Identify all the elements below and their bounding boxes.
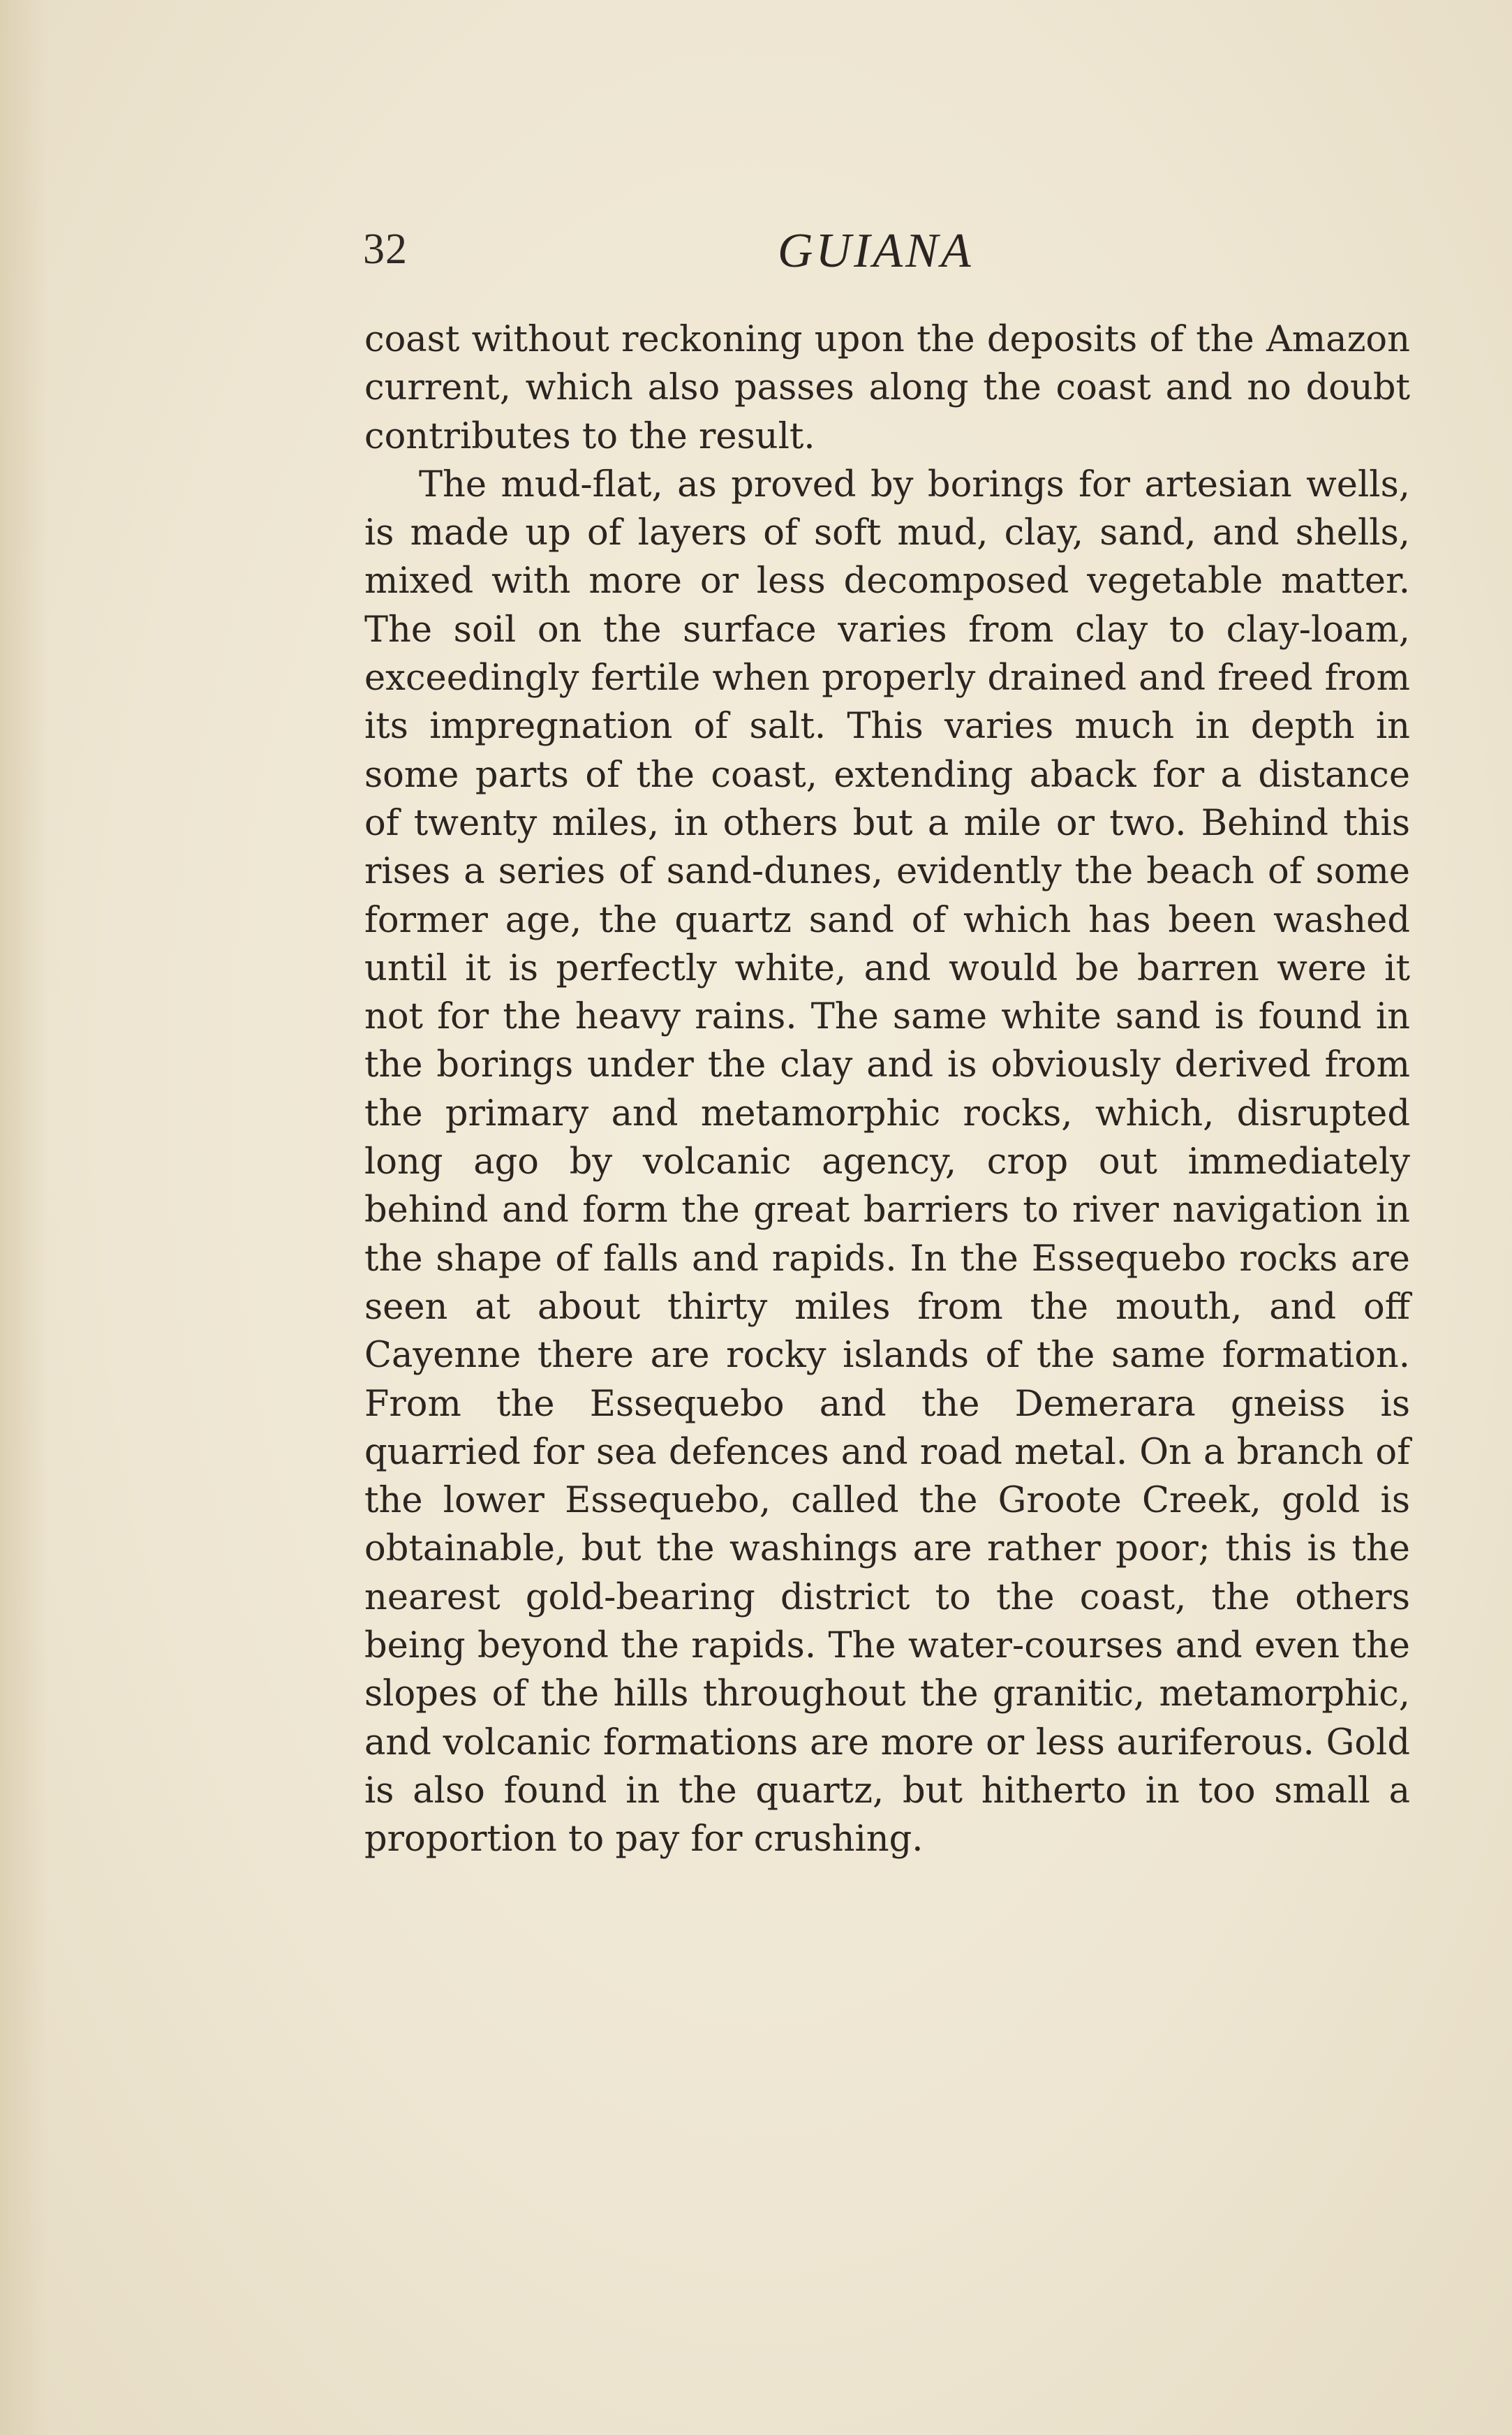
body-text <box>364 316 1410 1864</box>
paragraph-1: coast without reckoning upon the deposits of the Amazon current, which also passes along the coast and no doubt contributes to the result. <box>364 319 1410 457</box>
running-title: GUIANA <box>778 224 974 278</box>
page-number: 32 <box>363 225 408 273</box>
paragraph-2: The mud-flat, as proved by borings for artesian wells, is made up of layers of soft mud, clay, sand, and shells, mixed with more or less decomposed vegetable matter. The soil on the surface varies from clay to clay-loam, exceedingly fertile when properly drained and freed from its impregnation of salt. This varies much in depth in some parts of the coast, extending aback for a distance of twenty miles, in others but a mile or two. Behind this rises a series of sand-dunes, evidently the beach of some former age, the quartz sand of which has been washed until it is perfectly white, and would be barren were it not for the heavy rains. The same white sand is found in the borings under the clay and is obviously derived from the primary and metamorphic rocks, which, disrupted long ago by volcanic agency, crop out immediately behind and form the great barriers to river navigation in the shape of falls and rapids. In the Essequebo rocks are seen at about thirty miles from the mouth, and off Cayenne there are rocky islands of the same formation. From the Essequebo and the Demerara gneiss is quarried for sea defences and road metal. On a branch of the lower Essequebo, called the Groote Creek, gold is obtainable, but the washings are rather poor; this is the nearest gold-bearing district to the coast, the others being beyond the rapids. The water-courses and even the slopes of the hills throughout the granitic, metamorphic, and volcanic formations are more or less auriferous. Gold is also found in the quartz, but hitherto in too small a proportion to pay for crushing. <box>364 464 1410 1860</box>
page-header <box>363 216 1410 293</box>
